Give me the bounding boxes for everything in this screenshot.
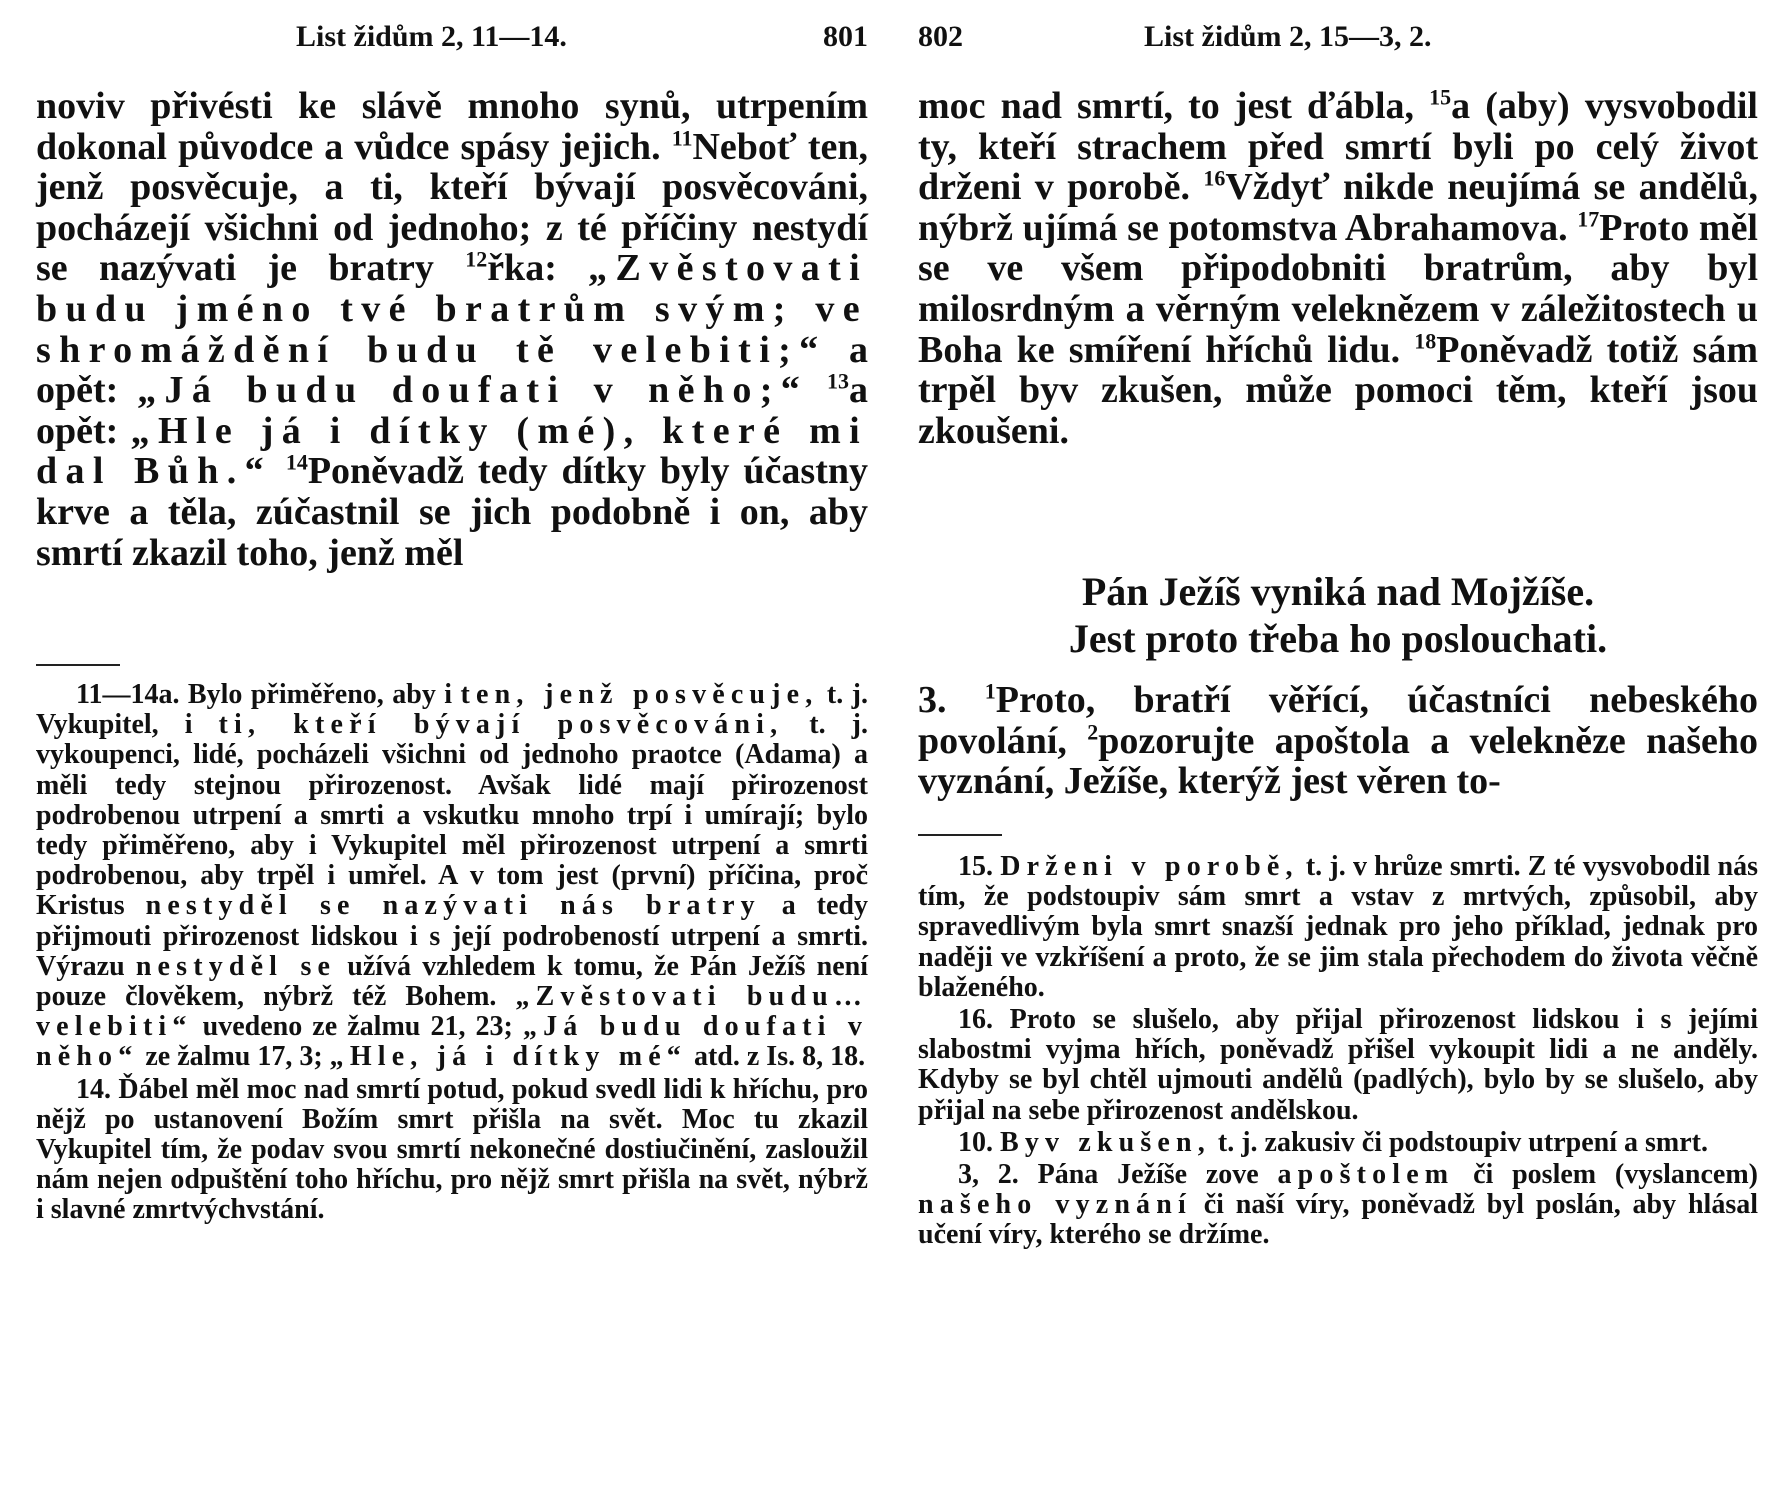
text-run: atd. z Is. 8, 18. — [686, 1041, 866, 1073]
text-run: 11—14a. Bylo přiměřeno, aby i — [76, 679, 461, 710]
spaced-emphasis: „Zvěstovati budu… velebiti“ — [36, 981, 869, 1043]
text-run: a (aby) vysvobodil ty, kteří strachem před smrtí byli po celý život drženi v porobě. — [918, 85, 1758, 209]
text-run: či poslem (vyslancem) — [1454, 1159, 1758, 1191]
spaced-emphasis: „Já budu doufati v něho“ — [36, 1011, 868, 1073]
main-text — [918, 86, 1758, 451]
text-run: noviv přivésti ke slávě mnoho synů, utrpením dokonal původce a vůdce spásy jejich. — [36, 85, 868, 168]
spaced-emphasis: „Já budu doufati v něho;“ — [137, 369, 809, 412]
spaced-emphasis: Drženi v porobě, — [1000, 851, 1299, 882]
text-run: a opět: — [36, 369, 868, 452]
verse-number: 11 — [671, 124, 693, 150]
text-run: 15. — [958, 851, 1001, 882]
verse-number: 14 — [285, 449, 308, 475]
page-number: 801 — [823, 20, 868, 53]
spaced-emphasis: nestyděl se — [135, 950, 337, 982]
text-run: moc nad smrtí, to jest ďábla, — [918, 85, 1430, 127]
page-number: 802 — [918, 20, 963, 53]
footnote — [36, 680, 868, 1073]
main-text — [36, 86, 868, 573]
running-title: List židům 2, 11—14. — [296, 20, 567, 53]
text-run: Vždyť nikde neujímá se andělů, nýbrž ujímá se potomstva Abrahamova. — [918, 166, 1758, 249]
text-run: Proto, bratří věřící, účastníci nebeského povolání, — [918, 679, 1758, 762]
verse-number: 17 — [1577, 206, 1600, 232]
text-run: 10. — [958, 1126, 1000, 1158]
footnotes — [918, 852, 1758, 1253]
spaced-emphasis: ti, kteří bývají posvěcováni, — [218, 709, 784, 741]
text-run: užívá vzhledem k tomu, že Pán Ježíš není pouze člověkem, nýbrž též Bohem. — [36, 950, 868, 1013]
spaced-emphasis: Byv zkušen, — [1000, 1126, 1211, 1158]
verse-number: 15 — [1429, 84, 1452, 110]
spaced-emphasis: „Hle já i dítky (mé), které mi dal Bůh.“ — [36, 409, 868, 493]
running-head-left — [36, 20, 868, 60]
verse-number: 12 — [465, 246, 488, 272]
running-head-right — [918, 20, 1758, 60]
footnote — [918, 1128, 1758, 1158]
text-run: t. j. v hrůze smrti. Z té vysvobodil nás tím, že podstoupiv sám smrt a vstav z mrtvých, způsobil, aby spravedlivým byla smrt snazší jednak pro jeho příklad, jednak pro naději ve vzkříšení a proto, že se jim stala přechodem do života věčně blaženého. — [918, 851, 1758, 1003]
footnote — [918, 852, 1758, 1003]
footnote-divider — [36, 664, 120, 666]
text-run: Proto měl se ve všem připodobniti bratrům, aby byl milosrdným a věrným veleknězem v záležitostech u Boha ke smíření hříchů lidu. — [918, 206, 1758, 371]
footnote — [918, 1160, 1758, 1251]
footnotes — [36, 680, 868, 1228]
section-heading — [918, 568, 1758, 662]
spaced-emphasis: „Hle, já i dítky mé“ — [329, 1041, 687, 1073]
text-run: t. j. zakusiv či podstoupiv utrpení a smrt. — [1210, 1126, 1708, 1158]
spaced-emphasis: našeho vyznání — [918, 1189, 1192, 1221]
footnote — [918, 1005, 1758, 1126]
spaced-emphasis: „Zvěstovati budu jméno tvé bratrům svým; ve shromáždění budu tě velebiti;“ — [36, 247, 868, 371]
heading-line: Pán Ježíš vyniká nad Mojžíše. — [1081, 569, 1595, 614]
footnote — [36, 1075, 868, 1226]
chapter-text — [918, 680, 1758, 802]
verse-number: 13 — [827, 368, 849, 394]
text-run: Poněvadž tedy dítky byly účastny krve a těla, zúčastnil se jich podobně i on, aby smrtí zkazil toho, jenž měl — [36, 450, 868, 574]
heading-line: Jest proto třeba ho poslouchati. — [1068, 616, 1608, 661]
text-run: a tedy přijmouti přirozenost lidskou i s její podrobeností utrpení a smrti. Výrazu — [36, 890, 869, 982]
text-run: a opět: — [36, 328, 868, 412]
text-run: pozorujte apoštola a velekněze našeho vyznání, Ježíše, kterýž jest věren to- — [918, 719, 1758, 803]
text-run: řka: — [487, 247, 589, 290]
text-run — [808, 369, 827, 411]
verse-number: 1 — [984, 678, 996, 704]
text-run: Neboť ten, jenž posvěcuje, a ti, kteří bývají posvěcováni, pocházejí všichni od jednoho; z té příčiny nestydí se nazývati je bratry — [36, 125, 868, 290]
spaced-emphasis: nestyděl se nazývati nás bratry — [145, 890, 761, 922]
verse-number: 16 — [1203, 165, 1226, 191]
text-run: 3, 2. Pána Ježíše zove — [958, 1159, 1278, 1191]
left-page — [36, 0, 868, 1500]
running-title: List židům 2, 15—3, 2. — [1144, 20, 1432, 53]
verse-number: 18 — [1414, 327, 1437, 353]
text-run: 14. Ďábel měl moc nad smrtí potud, pokud svedl lidi k hříchu, pro nějž po ustanovení Božím smrt přišla na svět. Moc tu zkazil Vykupitel tím, že podav svou smrtí nekonečné dostiučinění, zasloužil nám nejen odpuštění toho hříchu, pro nějž smrt přišla na svět, nýbrž i slavné zmrtvýchvstání. — [36, 1073, 868, 1226]
spaced-emphasis: ten, jenž posvěcuje, — [460, 679, 819, 710]
verse-number: 2 — [1087, 718, 1099, 744]
spaced-emphasis: apoštolem — [1277, 1159, 1455, 1191]
text-run — [272, 450, 286, 492]
right-page — [918, 0, 1758, 1500]
text-run: či naší víry, poněvadž byl poslán, aby hlásal učení víry, kterého se držíme. — [918, 1189, 1758, 1251]
text-run: t. j. vykoupenci, lidé, pocházeli všichni od jednoho praotce (Adama) a měli tedy stejnou přirozenost. Avšak lidé mají přirozenost podrobenou utrpení a smrti a vskutku mnoho trpí i umírají; bylo tedy přiměřeno, aby i Vykupitel měl přirozenost utrpení a smrti podrobenou, aby trpěl i umřel. A v tom jest (první) příčina, proč Kristus — [36, 709, 868, 922]
text-run: ze žalmu 17, 3; — [138, 1041, 330, 1073]
text-run: uvedeno ze žalmu 21, 23; — [192, 1011, 523, 1043]
footnote-divider — [918, 834, 1002, 836]
text-run: t. j. Vykupitel, i — [36, 679, 868, 741]
text-run: 16. Proto se slušelo, aby přijal přirozenost lidskou i s jejími slabostmi vyjma hřích, poněvadž přišel vykoupit lidi a ne anděly. Kdyby se byl chtěl ujmouti andělů (padlých), bylo by se slušelo, aby přijal na sebe přirozenost andělskou. — [918, 1004, 1758, 1126]
text-run: 3. — [918, 679, 985, 721]
text-run: Poněvadž totiž sám trpěl byv zkušen, může pomoci těm, kteří jsou zkoušeni. — [918, 328, 1758, 452]
